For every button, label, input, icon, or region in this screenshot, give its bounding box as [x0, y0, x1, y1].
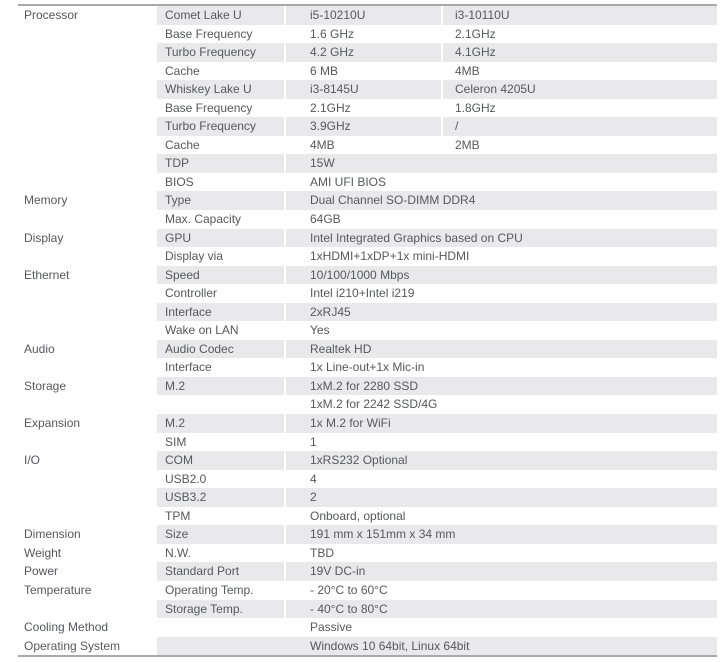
table-row [18, 507, 717, 526]
table-row [18, 191, 717, 210]
category-cell [18, 80, 157, 99]
table-row [18, 6, 717, 25]
table-row [18, 637, 717, 656]
spec-value-cell: 1.6 GHz [284, 25, 441, 44]
spec-value-cell: 19V DC-in [284, 562, 717, 581]
category-cell [18, 43, 157, 62]
table-row [18, 303, 717, 322]
category-cell [18, 247, 157, 266]
category-cell: Memory [18, 191, 157, 210]
spec-value-cell: Celeron 4205U [441, 80, 717, 99]
spec-value-cell: Intel i210+Intel i219 [284, 284, 717, 303]
spec-value-cell: 64GB [284, 210, 717, 229]
spec-value-cell: Passive [310, 620, 353, 635]
category-cell [18, 433, 157, 452]
category-cell [18, 507, 157, 526]
category-cell [18, 62, 157, 81]
spec-label-cell: Storage Temp. [157, 600, 284, 619]
spec-value-cell: 1xHDMI+1xDP+1x mini-HDMI [284, 247, 717, 266]
spec-value-cell: 1x Line-out+1x Mic-in [284, 358, 717, 377]
spec-value-cell: Dual Channel SO-DIMM DDR4 [284, 191, 717, 210]
category-cell: Cooling Method [18, 618, 157, 637]
spec-value-cell: - 20°C to 60°C [284, 581, 717, 600]
spec-value-cell: 4.1GHz [441, 43, 717, 62]
spec-value-cell: i3-8145U [284, 80, 441, 99]
spec-value-cell: i3-10110U [441, 6, 717, 25]
table-row [18, 25, 717, 44]
spec-label-cell: COM [157, 451, 284, 470]
spec-label-cell: TPM [165, 508, 191, 523]
spec-value-cell: Yes [284, 321, 717, 340]
spec-label-cell: Comet Lake U [157, 6, 284, 25]
table-row [18, 229, 717, 248]
spec-value-cell: 2 [284, 488, 717, 507]
spec-label-cell: TDP [157, 154, 284, 173]
category-cell [18, 173, 157, 192]
spec-label-cell: Display via [165, 249, 224, 264]
spec-label-cell: N.W. [165, 545, 191, 560]
spec-value-cell: Onboard, optional [284, 507, 717, 526]
spec-value-cell: 4MB [441, 62, 717, 81]
spec-label-cell: Controller [165, 286, 218, 301]
spec-value-cell: 1xRS232 Optional [284, 451, 717, 470]
spec-label-cell: Cache [165, 137, 200, 152]
table-row [18, 470, 717, 489]
spec-label-cell: Speed [157, 266, 284, 285]
spec-label-cell: Standard Port [157, 562, 284, 581]
table-row [18, 488, 717, 507]
table-row [18, 80, 717, 99]
spec-label-cell: BIOS [165, 174, 194, 189]
table-row [18, 600, 717, 619]
spec-value-cell: Windows 10 64bit, Linux 64bit [157, 637, 717, 656]
spec-value-cell: - 40°C to 80°C [284, 600, 717, 619]
table-row [18, 451, 717, 470]
table-row [18, 581, 717, 600]
spec-table-container [18, 4, 717, 657]
table-row [18, 266, 717, 285]
category-cell: Operating System [18, 637, 157, 656]
spec-value-cell: 10/100/1000 Mbps [284, 266, 717, 285]
spec-label-cell: USB2.0 [165, 471, 207, 486]
spec-value-cell: 4 [284, 470, 717, 489]
spec-table-body [18, 6, 717, 655]
spec-value-cell: i5-10210U [284, 6, 441, 25]
spec-value-cell: 191 mm x 151mm x 34 mm [284, 525, 717, 544]
category-cell [18, 154, 157, 173]
spec-label-cell: Whiskey Lake U [157, 80, 284, 99]
spec-label-cell: Type [157, 191, 284, 210]
spec-label-cell: Audio Codec [157, 340, 284, 359]
table-row [18, 544, 717, 563]
table-row [18, 395, 717, 414]
category-cell [18, 136, 157, 155]
table-row [18, 62, 717, 81]
spec-value-cell: 3.9GHz [284, 117, 441, 136]
table-row [18, 99, 717, 118]
category-cell [18, 488, 157, 507]
spec-label-cell: GPU [157, 229, 284, 248]
category-cell: I/O [18, 451, 157, 470]
spec-label-cell: Wake on LAN [165, 323, 239, 338]
spec-value-cell: 1xM.2 for 2280 SSD [284, 377, 717, 396]
table-row [18, 154, 717, 173]
table-row [18, 247, 717, 266]
table-row [18, 173, 717, 192]
category-cell: Processor [18, 6, 157, 25]
table-row [18, 340, 717, 359]
spec-label-cell: Cache [165, 63, 200, 78]
spec-value-cell: 4.2 GHz [284, 43, 441, 62]
category-cell [18, 358, 157, 377]
spec-value-cell: 2xRJ45 [284, 303, 717, 322]
category-cell: Ethernet [18, 266, 157, 285]
category-cell: Display [18, 229, 157, 248]
category-cell [18, 210, 157, 229]
spec-value-cell: 6 MB [284, 62, 441, 81]
category-cell [18, 99, 157, 118]
table-row [18, 284, 717, 303]
spec-value-cell: / [441, 117, 717, 136]
category-cell: Temperature [18, 581, 157, 600]
table-row [18, 562, 717, 581]
spec-value-cell: Intel Integrated Graphics based on CPU [284, 229, 717, 248]
spec-value-cell: 1x M.2 for WiFi [284, 414, 717, 433]
category-cell: Storage [18, 377, 157, 396]
spec-label-cell: Base Frequency [165, 26, 253, 41]
table-row [18, 377, 717, 396]
spec-value-cell: AMI UFI BIOS [284, 173, 717, 192]
category-cell [18, 321, 157, 340]
spec-label-cell: Interface [157, 303, 284, 322]
category-cell [18, 117, 157, 136]
spec-label-cell: Base Frequency [165, 100, 253, 115]
table-row [18, 433, 717, 452]
spec-value-cell: 1xM.2 for 2242 SSD/4G [310, 397, 438, 412]
table-row [18, 43, 717, 62]
table-row [18, 414, 717, 433]
table-row [18, 321, 717, 340]
spec-label-cell: Turbo Frequency [157, 117, 284, 136]
spec-label-cell: Operating Temp. [165, 582, 254, 597]
spec-value-cell: 2.1GHz [284, 99, 441, 118]
spec-table [18, 6, 717, 655]
spec-label-cell: Size [157, 525, 284, 544]
spec-value-cell: TBD [284, 544, 717, 563]
spec-label-cell: Interface [165, 360, 212, 375]
spec-label-cell: M.2 [157, 377, 284, 396]
spec-value-cell: 15W [284, 154, 717, 173]
category-cell [18, 600, 157, 619]
spec-value-cell: 4MB [284, 136, 441, 155]
category-cell [18, 303, 157, 322]
spec-value-cell: 1.8GHz [441, 99, 717, 118]
category-cell [18, 25, 157, 44]
spec-value-cell: 1 [284, 433, 717, 452]
table-row [18, 210, 717, 229]
category-cell: Power [18, 562, 157, 581]
spec-label-cell: Max. Capacity [165, 212, 242, 227]
category-cell [18, 284, 157, 303]
category-cell: Dimension [18, 525, 157, 544]
category-cell: Expansion [18, 414, 157, 433]
category-cell: Audio [18, 340, 157, 359]
spec-label-cell: M.2 [157, 414, 284, 433]
table-row [18, 618, 717, 637]
table-row [18, 358, 717, 377]
spec-label-cell: Turbo Frequency [157, 43, 284, 62]
category-cell: Weight [18, 544, 157, 563]
spec-label-cell: USB3.2 [157, 488, 284, 507]
category-cell [18, 470, 157, 489]
category-cell [18, 395, 157, 414]
table-row [18, 525, 717, 544]
spec-value-cell: 2MB [441, 136, 717, 155]
spec-value-cell: Realtek HD [284, 340, 717, 359]
table-row [18, 136, 717, 155]
spec-value-cell: 2.1GHz [441, 25, 717, 44]
table-row [18, 117, 717, 136]
spec-label-cell: SIM [165, 434, 187, 449]
